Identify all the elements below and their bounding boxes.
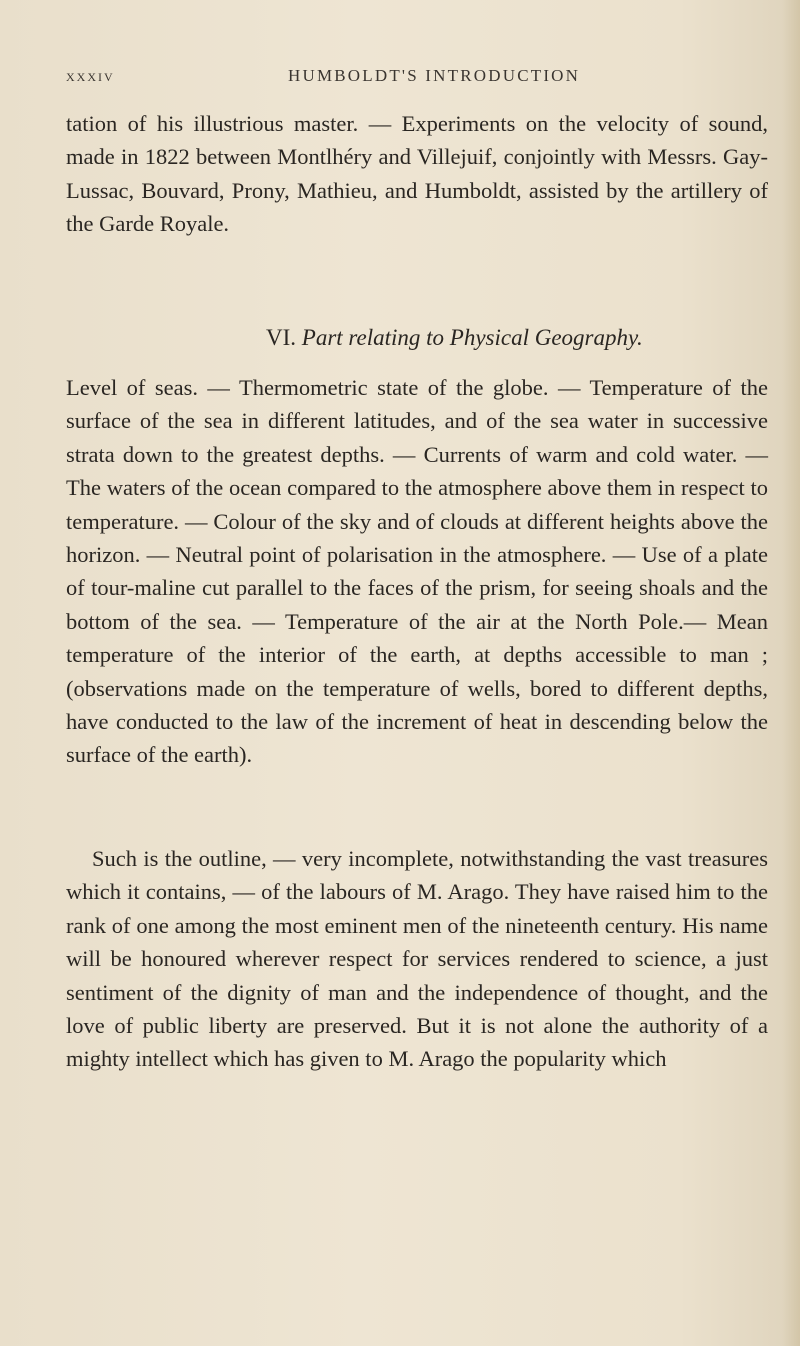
page-number: xxxiv bbox=[66, 66, 115, 85]
paragraph-section-contents bbox=[66, 371, 768, 772]
section-number: VI. bbox=[266, 325, 297, 350]
paragraph-continuation bbox=[66, 107, 768, 241]
paragraph-text: Level of seas. — Thermometric state of the globe. — Temperature of the surface of the sea in different latitudes, and of the sea water in successive strata down to the greatest depths. — Currents of warm and cold water. — The waters of the ocean compared to the atmosphere above them in respect to temperature. — Colour of the sky and of clouds at different heights above the horizon. — Neutral point of polarisation in the atmosphere. — Use of a plate of tour-maline cut parallel to the faces of the prism, for seeing shoals and the bottom of the sea. — Temperature of the air at the North Pole.— Mean temperature of the interior of the earth, at depths accessible to man ; (observations made on the temperature of wells, bored to different depths, have conducted to the law of the increment of heat in descending below the surface of the earth). bbox=[66, 375, 768, 768]
section-heading bbox=[266, 325, 643, 351]
paragraph-text: Such is the outline, — very incomplete, notwithstanding the vast treasures which it contains, — of the labours of M. Arago. They have raised him to the rank of one among the most eminent men of the nineteenth century. His name will be honoured wherever respect for services rendered to science, a just sentiment of the dignity of man and the independence of thought, and the love of public liberty are preserved. But it is not alone the authority of a mighty intellect which has given to M. Arago the popularity which bbox=[66, 846, 768, 1072]
paragraph-text: tation of his illustrious master. — Experiments on the velocity of sound, made in 1822 between Montlhéry and Villejuif, conjointly with Messrs. Gay-Lussac, Bouvard, Prony, Mathieu, and Humboldt, assisted by the artillery of the Garde Royale. bbox=[66, 111, 768, 237]
section-title: Part relating to Physical Geography. bbox=[301, 325, 643, 350]
paragraph-summary bbox=[66, 842, 768, 1076]
running-header bbox=[66, 66, 734, 90]
page-edge-shadow bbox=[782, 0, 800, 1346]
running-title: HUMBOLDT'S INTRODUCTION bbox=[288, 66, 581, 85]
